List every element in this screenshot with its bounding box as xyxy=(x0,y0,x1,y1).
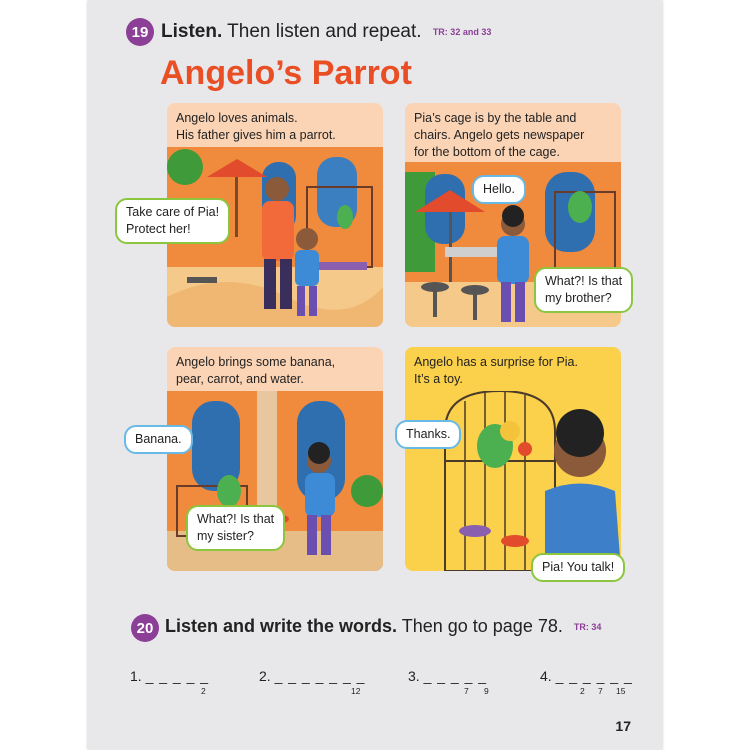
speech-bubble: Hello. xyxy=(472,175,526,204)
speech-bubble: Banana. xyxy=(124,425,193,454)
answer-item-4[interactable]: 4. _ _ _ _ _ _ xyxy=(540,668,633,684)
exercise-20-badge: 20 xyxy=(131,614,159,642)
story-title: Angelo’s Parrot xyxy=(160,54,412,92)
page-number: 17 xyxy=(615,718,631,734)
speech-bubble: What?! Is that my brother? xyxy=(534,267,633,313)
track-number: TR: 34 xyxy=(573,622,602,633)
answer-item-3[interactable]: 3. _ _ _ _ _ xyxy=(408,668,488,684)
instruction-rest: Then listen and repeat. xyxy=(227,21,422,42)
letter-hint: 12 xyxy=(351,686,361,696)
comic-panel-4 xyxy=(405,347,621,571)
speech-bubble: Pia! You talk! xyxy=(531,553,625,582)
instruction-bold: Listen. xyxy=(161,21,223,42)
letter-hint: 2 xyxy=(580,686,585,696)
answer-item-2[interactable]: 2. _ _ _ _ _ _ _ xyxy=(259,668,366,684)
panel-caption: Pia’s cage is by the table and chairs. Angelo gets newspaper for the bottom of the cage. xyxy=(414,111,585,159)
exercise-19-badge: 19 xyxy=(126,18,154,46)
track-number: TR: 32 and 33 xyxy=(432,26,492,37)
letter-hint: 7 xyxy=(464,686,469,696)
panel-4-illustration xyxy=(405,391,621,571)
exercise-20-instruction xyxy=(165,616,601,637)
letter-hint: 9 xyxy=(484,686,489,696)
answer-item-1[interactable]: 1. _ _ _ _ _ xyxy=(130,668,210,684)
letter-hint: 2 xyxy=(201,686,206,696)
instruction-bold: Listen and write the words. xyxy=(165,616,398,636)
workbook-page xyxy=(88,0,662,750)
panel-caption: Angelo loves animals. His father gives him a parrot. xyxy=(176,111,336,142)
panel-caption: Angelo has a surprise for Pia. It’s a toy. xyxy=(414,355,578,386)
speech-bubble: Thanks. xyxy=(395,420,461,449)
panel-caption: Angelo brings some banana, pear, carrot, and water. xyxy=(176,355,336,386)
letter-hint: 15 xyxy=(616,686,626,696)
letter-hint: 7 xyxy=(598,686,603,696)
exercise-19-instruction xyxy=(161,21,491,43)
instruction-rest: Then go to page 78. xyxy=(401,616,563,636)
speech-bubble: Take care of Pia! Protect her! xyxy=(115,198,230,244)
speech-bubble: What?! Is that my sister? xyxy=(186,505,285,551)
